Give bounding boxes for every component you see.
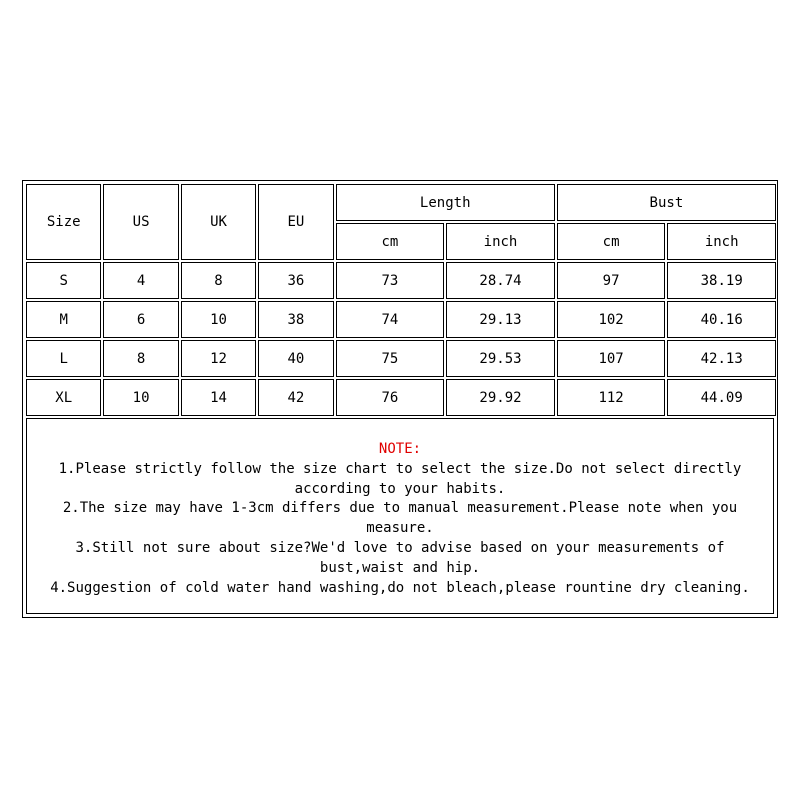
cell-bust-cm: 107 (557, 340, 666, 377)
header-bust-cm: cm (557, 223, 666, 260)
cell-eu: 36 (258, 262, 333, 299)
note-item-3: 3.Still not sure about size?We'd love to advise based on your measurements of bust,waist and hip. (75, 539, 725, 576)
header-eu: EU (258, 184, 333, 260)
cell-bust-inch: 44.09 (667, 379, 776, 416)
cell-eu: 38 (258, 301, 333, 338)
cell-length-cm: 74 (336, 301, 445, 338)
cell-length-cm: 75 (336, 340, 445, 377)
cell-bust-inch: 42.13 (667, 340, 776, 377)
header-us: US (103, 184, 178, 260)
note-title: NOTE: (378, 441, 422, 457)
table-row (26, 340, 776, 377)
cell-uk: 12 (181, 340, 256, 377)
cell-eu: 42 (258, 379, 333, 416)
header-bust-inch: inch (667, 223, 776, 260)
cell-uk: 14 (181, 379, 256, 416)
cell-length-inch: 28.74 (446, 262, 555, 299)
cell-us: 4 (103, 262, 178, 299)
cell-bust-cm: 102 (557, 301, 666, 338)
header-length: Length (336, 184, 555, 221)
cell-size: M (26, 301, 101, 338)
note-item-1: 1.Please strictly follow the size chart to select the size.Do not select directly according to your habits. (58, 460, 742, 497)
table-row (26, 262, 776, 299)
cell-length-cm: 76 (336, 379, 445, 416)
cell-bust-inch: 38.19 (667, 262, 776, 299)
cell-us: 6 (103, 301, 178, 338)
cell-uk: 10 (181, 301, 256, 338)
header-size: Size (26, 184, 101, 260)
notes-box (26, 418, 774, 614)
cell-length-inch: 29.92 (446, 379, 555, 416)
cell-bust-inch: 40.16 (667, 301, 776, 338)
cell-length-inch: 29.53 (446, 340, 555, 377)
header-uk: UK (181, 184, 256, 260)
cell-us: 10 (103, 379, 178, 416)
note-item-4: 4.Suggestion of cold water hand washing,do not bleach,please rountine dry cleaning. (50, 579, 750, 596)
cell-bust-cm: 97 (557, 262, 666, 299)
cell-size: L (26, 340, 101, 377)
cell-length-cm: 73 (336, 262, 445, 299)
cell-uk: 8 (181, 262, 256, 299)
table-row (26, 379, 776, 416)
table-row (26, 301, 776, 338)
cell-bust-cm: 112 (557, 379, 666, 416)
cell-eu: 40 (258, 340, 333, 377)
size-table (24, 182, 778, 418)
header-length-cm: cm (336, 223, 445, 260)
header-bust: Bust (557, 184, 776, 221)
cell-size: S (26, 262, 101, 299)
header-row-top (26, 184, 776, 221)
header-length-inch: inch (446, 223, 555, 260)
cell-length-inch: 29.13 (446, 301, 555, 338)
cell-size: XL (26, 379, 101, 416)
size-chart (22, 180, 778, 618)
cell-us: 8 (103, 340, 178, 377)
note-item-2: 2.The size may have 1-3cm differs due to manual measurement.Please note when you measure. (62, 500, 738, 537)
